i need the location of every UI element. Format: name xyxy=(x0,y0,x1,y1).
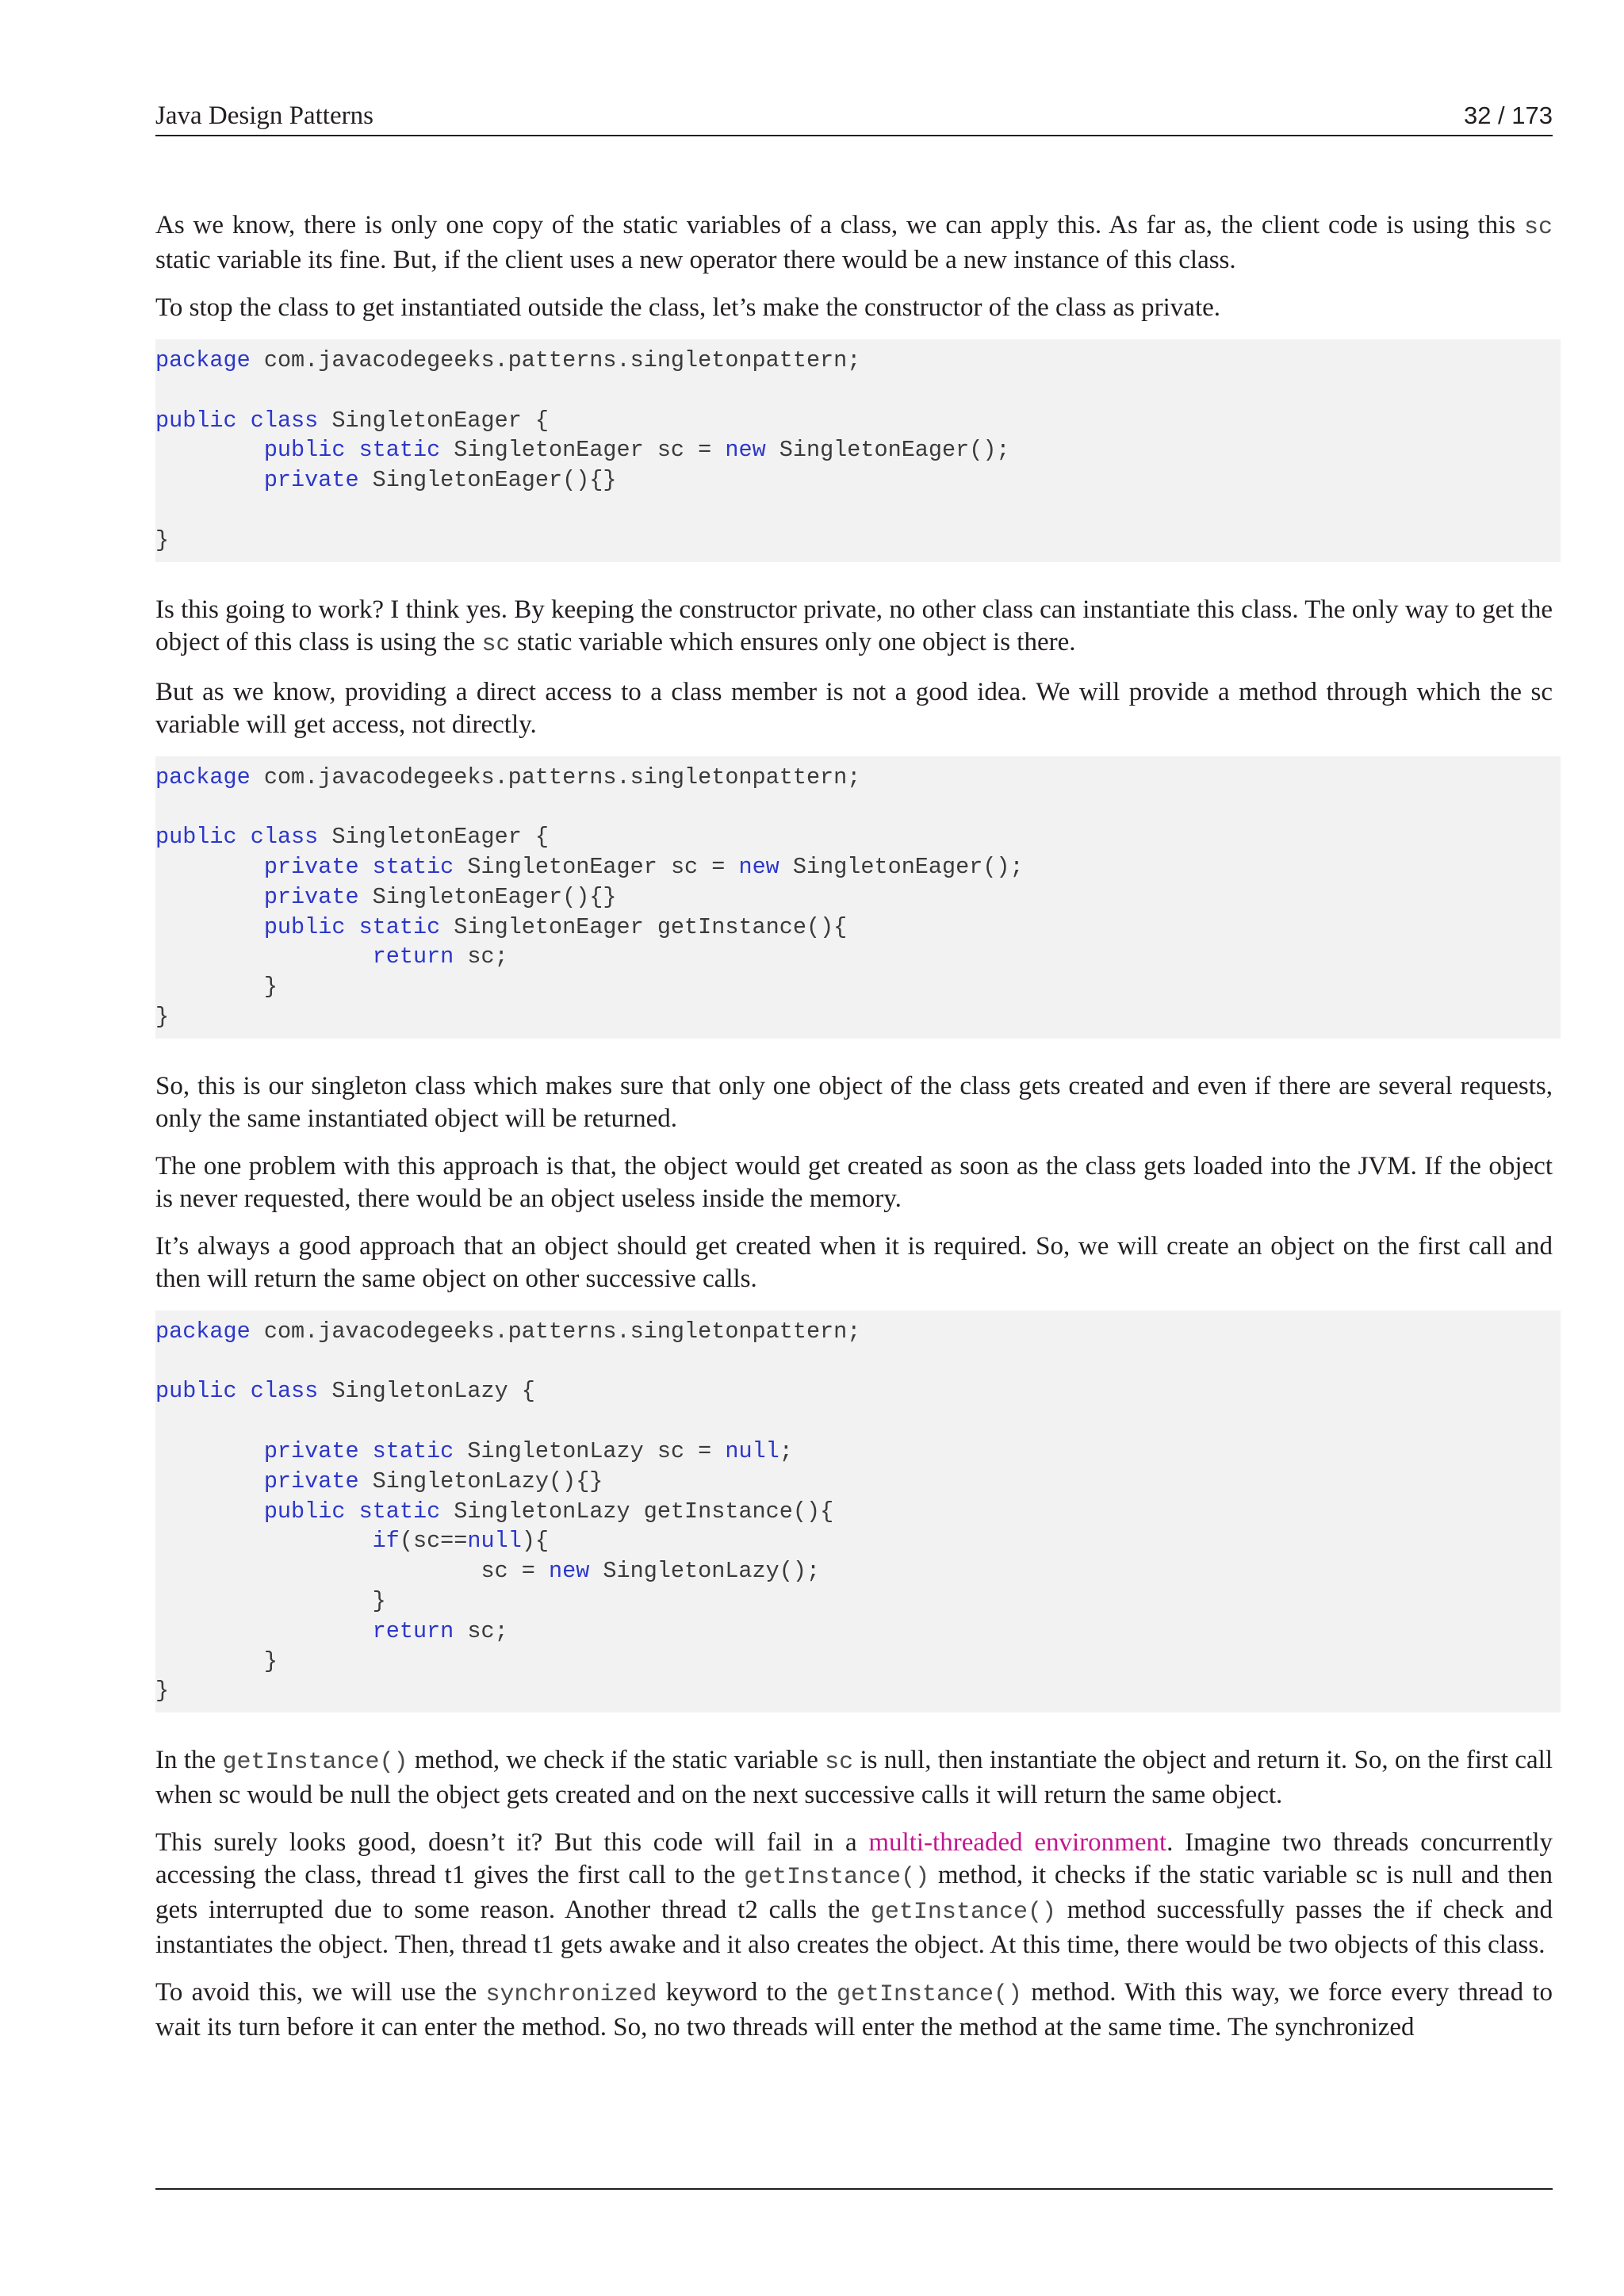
code-text: SingletonEager(){} xyxy=(358,467,617,494)
code-line xyxy=(155,824,549,850)
code-line xyxy=(155,1438,793,1464)
code-text: sc; xyxy=(454,1617,508,1644)
code-line xyxy=(155,1528,549,1554)
code-text: SingletonEager(); xyxy=(765,437,1010,464)
code-line xyxy=(155,764,860,790)
document-page xyxy=(155,0,1553,2296)
code-line xyxy=(155,943,508,970)
code-keyword: static xyxy=(358,437,441,464)
code-text: sc = xyxy=(155,1558,549,1585)
paragraph: It’s always a good approach that an object should get created when it is required. So, we will create an object on the first call and then will return the same object on other successive calls. xyxy=(155,1231,1553,1293)
code-text xyxy=(155,1498,264,1525)
code-text: SingletonEager { xyxy=(318,407,549,434)
code-line xyxy=(155,1468,603,1494)
code-line xyxy=(155,408,549,434)
code-keyword: static xyxy=(372,1437,454,1464)
code-line xyxy=(155,437,1010,463)
code-line xyxy=(155,1618,508,1644)
code-text: } xyxy=(155,974,278,1001)
code-line xyxy=(155,1648,278,1674)
code-text: SingletonEager { xyxy=(318,824,549,851)
code-line xyxy=(155,914,847,940)
code-line xyxy=(155,1498,833,1525)
code-text xyxy=(155,854,264,880)
code-text: SingletonLazy getInstance(){ xyxy=(440,1498,834,1525)
code-text xyxy=(155,1618,373,1644)
paragraph: As we know, there is only one copy of the static variables of a class, we can apply this. As far as, the client code is using this sc static variable its fine. But, if the client uses a new operator there would be a new instance of this class. xyxy=(155,211,1553,274)
code-text: } xyxy=(155,1678,170,1705)
inline-code: sc xyxy=(481,630,511,658)
inline-code: getInstance() xyxy=(836,1981,1023,2009)
code-text xyxy=(155,1468,264,1494)
document-title: Java Design Patterns xyxy=(155,101,373,130)
code-text xyxy=(359,1438,373,1464)
paragraph: To avoid this, we will use the synchronized keyword to the getInstance() method. With this way, we force every thread to wait its turn before it can enter the method. So, no two threads will enter the method at the same time. The synchronized xyxy=(155,1978,1553,2042)
code-keyword: package xyxy=(155,1318,251,1345)
code-line xyxy=(155,1004,169,1030)
code-text xyxy=(155,943,373,970)
code-keyword: null xyxy=(467,1528,522,1555)
code-text xyxy=(359,854,373,880)
code-keyword: private xyxy=(263,1437,359,1464)
code-text: SingletonLazy { xyxy=(318,1378,535,1405)
paragraph: The one problem with this approach is that, the object would get created as soon as the class gets loaded into the JVM. If the object is never requested, there would be an object useless inside the memory. xyxy=(155,1151,1553,1213)
code-text: SingletonEager sc = xyxy=(454,853,739,880)
code-keyword: class xyxy=(250,407,319,434)
code-text xyxy=(155,1528,373,1554)
code-text: SingletonLazy(){} xyxy=(358,1468,603,1494)
inline-code: getInstance() xyxy=(222,1749,408,1777)
code-text: SingletonEager sc = xyxy=(440,437,726,464)
code-line xyxy=(155,854,1024,880)
code-text xyxy=(155,467,264,493)
code-text xyxy=(345,1498,358,1525)
page-number: 32 / 173 xyxy=(1463,101,1553,129)
code-text: ; xyxy=(779,1437,793,1464)
code-text xyxy=(155,1438,264,1464)
page-content xyxy=(155,209,1553,2059)
code-line xyxy=(155,1558,820,1584)
code-keyword: new xyxy=(738,853,779,880)
code-line xyxy=(155,1318,860,1345)
code-line xyxy=(155,974,278,1000)
code-line xyxy=(155,1378,535,1404)
code-keyword: package xyxy=(155,347,251,373)
code-text: SingletonEager(); xyxy=(779,853,1024,880)
code-text xyxy=(155,884,264,910)
code-text xyxy=(237,824,251,850)
code-keyword: return xyxy=(372,943,454,970)
code-text: } xyxy=(155,1647,278,1674)
code-line xyxy=(155,467,617,493)
code-keyword: public xyxy=(155,824,237,851)
code-keyword: return xyxy=(372,1617,454,1644)
code-line xyxy=(155,884,617,910)
code-text: ){ xyxy=(521,1528,550,1555)
code-keyword: static xyxy=(358,1498,441,1525)
code-keyword: private xyxy=(263,1468,359,1494)
code-line xyxy=(155,1588,386,1614)
inline-code: sc xyxy=(825,1749,854,1777)
code-block xyxy=(155,339,1561,562)
code-keyword: public xyxy=(263,913,346,940)
code-text: com.javacodegeeks.patterns.singletonpattern; xyxy=(250,347,861,373)
code-keyword: new xyxy=(725,437,766,464)
code-keyword: private xyxy=(263,853,359,880)
code-text xyxy=(155,437,264,463)
code-keyword: static xyxy=(372,853,454,880)
code-text: (sc== xyxy=(399,1528,468,1555)
paragraph: But as we know, providing a direct access to a class member is not a good idea. We will provide a method through which the sc variable will get access, not directly. xyxy=(155,677,1553,739)
paragraph: So, this is our singleton class which makes sure that only one object of the class gets created and even if there are several requests, only the same instantiated object will be returned. xyxy=(155,1071,1553,1133)
paragraph: In the getInstance() method, we check if the static variable sc is null, then instantiate the object and return it. So, on the first call when sc would be null the object gets created and on the next successive calls it will return the same object. xyxy=(155,1746,1553,1810)
code-text xyxy=(237,408,251,434)
code-keyword: public xyxy=(155,407,237,434)
code-text: sc; xyxy=(454,943,508,970)
code-text: } xyxy=(155,1003,170,1030)
code-text: com.javacodegeeks.patterns.singletonpattern; xyxy=(250,763,861,790)
code-text xyxy=(155,914,264,940)
code-text xyxy=(237,1378,251,1404)
inline-code: synchronized xyxy=(485,1981,657,2009)
code-keyword: class xyxy=(250,824,319,851)
code-keyword: public xyxy=(263,1498,346,1525)
code-text xyxy=(345,914,358,940)
code-text: SingletonEager getInstance(){ xyxy=(440,913,848,940)
code-block xyxy=(155,1311,1561,1712)
multi-threaded-environment-link[interactable]: multi-threaded environment xyxy=(868,1828,1167,1858)
code-text: } xyxy=(155,1587,386,1614)
code-block xyxy=(155,756,1561,1039)
code-text: SingletonEager(){} xyxy=(358,883,617,910)
code-keyword: private xyxy=(263,467,359,494)
code-line xyxy=(155,1678,169,1704)
inline-code: getInstance() xyxy=(744,1864,930,1892)
code-text: SingletonLazy(); xyxy=(589,1558,821,1585)
code-keyword: class xyxy=(250,1378,319,1405)
inline-code: getInstance() xyxy=(870,1899,1056,1927)
inline-code: sc xyxy=(1523,214,1553,241)
code-text xyxy=(345,437,358,463)
code-keyword: public xyxy=(155,1378,237,1405)
code-keyword: package xyxy=(155,763,251,790)
code-keyword: new xyxy=(548,1558,590,1585)
paragraph: To stop the class to get instantiated outside the class, let’s make the constructor of the class as private. xyxy=(155,293,1221,322)
code-text: SingletonLazy sc = xyxy=(454,1437,726,1464)
page-header xyxy=(155,97,1553,136)
code-keyword: static xyxy=(358,913,441,940)
code-line xyxy=(155,527,169,553)
page-footer-rule xyxy=(155,2188,1553,2190)
code-line xyxy=(155,347,860,373)
code-keyword: null xyxy=(725,1437,779,1464)
paragraph: This surely looks good, doesn’t it? But this code will fail in a multi-threaded environment. Imagine two threads concurrently accessing the class, thread t1 gives the first call to the getInstance() method, it checks if the static variable sc is null and then gets interrupted due to some reason. Another thread t2 calls the getInstance() method successfully passes the if check and instantiates the object. Then, thread t1 gets awake and it also creates the object. At this time, there would be two objects of this class. xyxy=(155,1828,1553,1960)
code-keyword: private xyxy=(263,883,359,910)
code-keyword: if xyxy=(372,1528,400,1555)
code-text: } xyxy=(155,526,170,553)
code-keyword: public xyxy=(263,437,346,464)
code-text: com.javacodegeeks.patterns.singletonpattern; xyxy=(250,1318,861,1345)
paragraph: Is this going to work? I think yes. By keeping the constructor private, no other class can instantiate this class. The only way to get the object of this class is using the sc static variable which ensures only one object is there. xyxy=(155,595,1553,658)
